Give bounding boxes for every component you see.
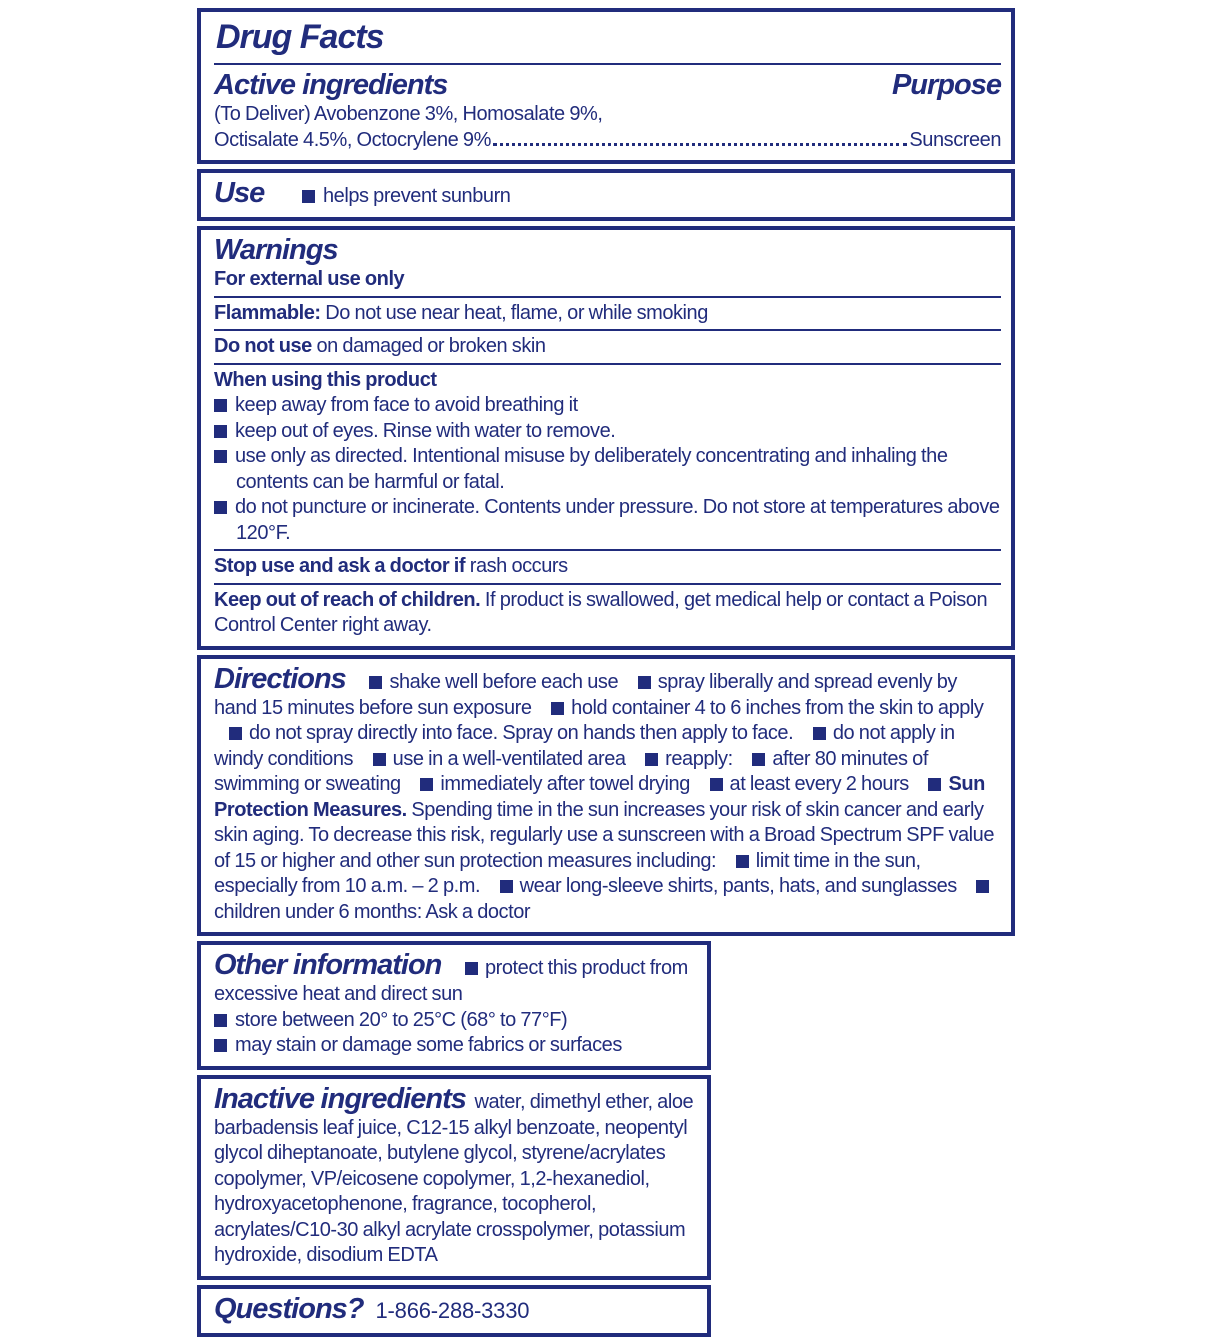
do-not-use-text: on damaged or broken skin [316, 335, 546, 357]
warning-bullet [214, 444, 1001, 495]
when-using-label-line [214, 368, 1001, 394]
inactive-ingredients-section [197, 1075, 711, 1280]
bullet-square-icon [214, 425, 227, 438]
do-not-use-line [214, 334, 1001, 360]
directions-item [369, 671, 618, 693]
directions-item-text: shake well before each use [389, 670, 619, 693]
directions-item-text: limit time in the sun, especially from 10 a.m. – 2 p.m. [214, 849, 921, 897]
stop-use-text: rash occurs [469, 555, 568, 577]
sun-protection-text: Spending time in the sun increases your risk of skin cancer and early skin aging. To decrease this risk, regularly use a sunscreen with a Broad Spectrum SPF value of 15 or higher and other sun protection measures including: [214, 798, 995, 872]
use-text-line [302, 184, 510, 210]
flammable-label: Flammable: [214, 301, 321, 324]
directions-item-text: reapply: [665, 747, 733, 770]
directions-item-text: at least every 2 hours [729, 773, 909, 795]
flammable-text: Do not use near heat, flame, or while smoking [325, 301, 708, 324]
active-ingredients-line2: Octisalate 4.5%, Octocrylene 9% [214, 128, 491, 151]
directions-item-text: spray liberally and spread evenly by hand 15 minutes before sun exposure [214, 670, 957, 719]
active-ingredients-line2-row [214, 128, 1001, 154]
bullet-square-icon [710, 778, 723, 791]
directions-item [645, 748, 733, 770]
inactive-ingredients-flow [214, 1082, 697, 1269]
warning-bullet [214, 495, 1001, 546]
directions-item [500, 875, 957, 897]
bullet-square-icon [500, 880, 513, 893]
bullet-square-icon [736, 855, 749, 868]
directions-item-text: do not apply in windy conditions [214, 722, 955, 770]
sun-protection-label: Sun Protection Measures. [214, 773, 985, 821]
directions-heading: Directions [214, 662, 346, 695]
bullet-square-icon [551, 702, 564, 715]
inactive-ingredients-text: water, dimethyl ether, aloe barbadensis leaf juice, C12-15 alkyl benzoate, neopentyl glycol diheptanoate, butylene glycol, styrene/acrylates copolymer, VP/eicosene copolymer, 1,2-hexanediol, hydroxyacetophenone, fragrance, tocopherol, acrylates/C10-30 alkyl acrylate crosspolymer, potassium hydroxide, disodium EDTA [214, 1090, 694, 1266]
bullet-square-icon [752, 753, 765, 766]
directions-item [551, 697, 983, 719]
other-information-bullet-text: may stain or damage some fabrics or surfaces [235, 1034, 622, 1056]
directions-item [229, 722, 793, 744]
use-section [197, 169, 1015, 221]
directions-flow [214, 662, 1001, 926]
directions-item-text: after 80 minutes of swimming or sweating [214, 747, 928, 795]
use-text: helps prevent sunburn [323, 185, 511, 207]
dot-leader [493, 143, 908, 146]
active-ingredients-header-row [214, 68, 1001, 102]
bullet-square-icon [373, 753, 386, 766]
other-information-heading: Other information [214, 949, 442, 981]
keep-out-text: If product is swallowed, get medical help or contact a Poison Control Center right away. [214, 588, 988, 636]
directions-item-text: wear long-sleeve shirts, pants, hats, and sunglasses [519, 875, 957, 897]
use-row [214, 176, 1001, 210]
warning-bullet-text: do not puncture or incinerate. Contents under pressure. Do not store at temperatures above 120°F. [235, 496, 1000, 544]
bullet-square-icon [214, 1014, 227, 1027]
active-ingredients-section [197, 8, 1015, 164]
bullet-square-icon [369, 676, 382, 689]
flammable-line [214, 301, 1001, 327]
stop-use-label: Stop use and ask a doctor if [214, 555, 466, 577]
purpose-heading: Purpose [891, 69, 1001, 101]
divider [214, 363, 1001, 365]
questions-heading: Questions? [214, 1292, 364, 1325]
other-information-bullet [214, 1008, 697, 1034]
divider [214, 329, 1001, 331]
directions-item [420, 773, 690, 795]
purpose-value: Sunscreen [909, 128, 1001, 151]
bullet-square-icon [214, 1039, 227, 1052]
warnings-section [197, 226, 1015, 650]
directions-item-text: immediately after towel drying [440, 773, 690, 795]
external-use-line [214, 267, 1001, 293]
bullet-square-icon [976, 880, 989, 893]
divider [214, 549, 1001, 551]
divider [214, 583, 1001, 585]
when-using-label: When using this product [214, 368, 437, 391]
inactive-ingredients-heading: Inactive ingredients [214, 1082, 466, 1115]
external-use-label: For external use only [214, 268, 405, 290]
other-information-section [197, 941, 711, 1070]
bullet-square-icon [214, 501, 227, 514]
drug-facts-panel [197, 8, 1015, 1342]
bullet-square-icon [638, 676, 651, 689]
bullet-square-icon [928, 778, 941, 791]
directions-item-text: use in a well-ventilated area [392, 747, 626, 770]
keep-out-line [214, 588, 1001, 639]
directions-item [710, 773, 909, 795]
other-information-item-text: protect this product from excessive heat and direct sun [214, 957, 688, 1005]
divider [214, 296, 1001, 298]
directions-item-text: hold container 4 to 6 inches from the skin to apply [571, 696, 984, 719]
other-information-bullet-text: store between 20° to 25°C (68° to 77°F) [235, 1008, 568, 1031]
other-information-bullet [214, 1033, 697, 1059]
questions-row [214, 1292, 697, 1326]
questions-section [197, 1285, 711, 1337]
warning-bullet-text: keep out of eyes. Rinse with water to remove. [235, 419, 616, 442]
warnings-heading: Warnings [214, 234, 338, 266]
other-information-flow [214, 948, 697, 1008]
directions-item-text: do not spray directly into face. Spray on hands then apply to face. [249, 722, 794, 744]
drug-facts-title: Drug Facts [216, 18, 384, 56]
directions-item-text: children under 6 months: Ask a doctor [214, 900, 531, 923]
bullet-square-icon [465, 962, 478, 975]
do-not-use-label: Do not use [214, 335, 312, 357]
bullet-square-icon [214, 399, 227, 412]
stop-use-line [214, 554, 1001, 580]
keep-out-label: Keep out of reach of children. [214, 588, 481, 611]
warning-bullet [214, 393, 1001, 419]
use-heading: Use [214, 177, 265, 209]
questions-phone: 1-866-288-3330 [375, 1297, 530, 1323]
directions-item [373, 748, 626, 770]
bullet-square-icon [214, 450, 227, 463]
bullet-square-icon [420, 778, 433, 791]
bullet-square-icon [813, 727, 826, 740]
bullet-square-icon [645, 753, 658, 766]
active-ingredients-line1: (To Deliver) Avobenzone 3%, Homosalate 9%, [214, 103, 603, 125]
active-ingredients-heading: Active ingredients [214, 69, 448, 101]
divider [214, 63, 1001, 65]
directions-section [197, 655, 1015, 937]
bullet-square-icon [302, 190, 315, 203]
warning-bullet-text: keep away from face to avoid breathing it [235, 394, 578, 416]
warning-bullet-text: use only as directed. Intentional misuse by deliberately concentrating and inhaling the contents can be harmful or fatal. [235, 445, 948, 493]
warning-bullet [214, 419, 1001, 445]
bullet-square-icon [229, 727, 242, 740]
